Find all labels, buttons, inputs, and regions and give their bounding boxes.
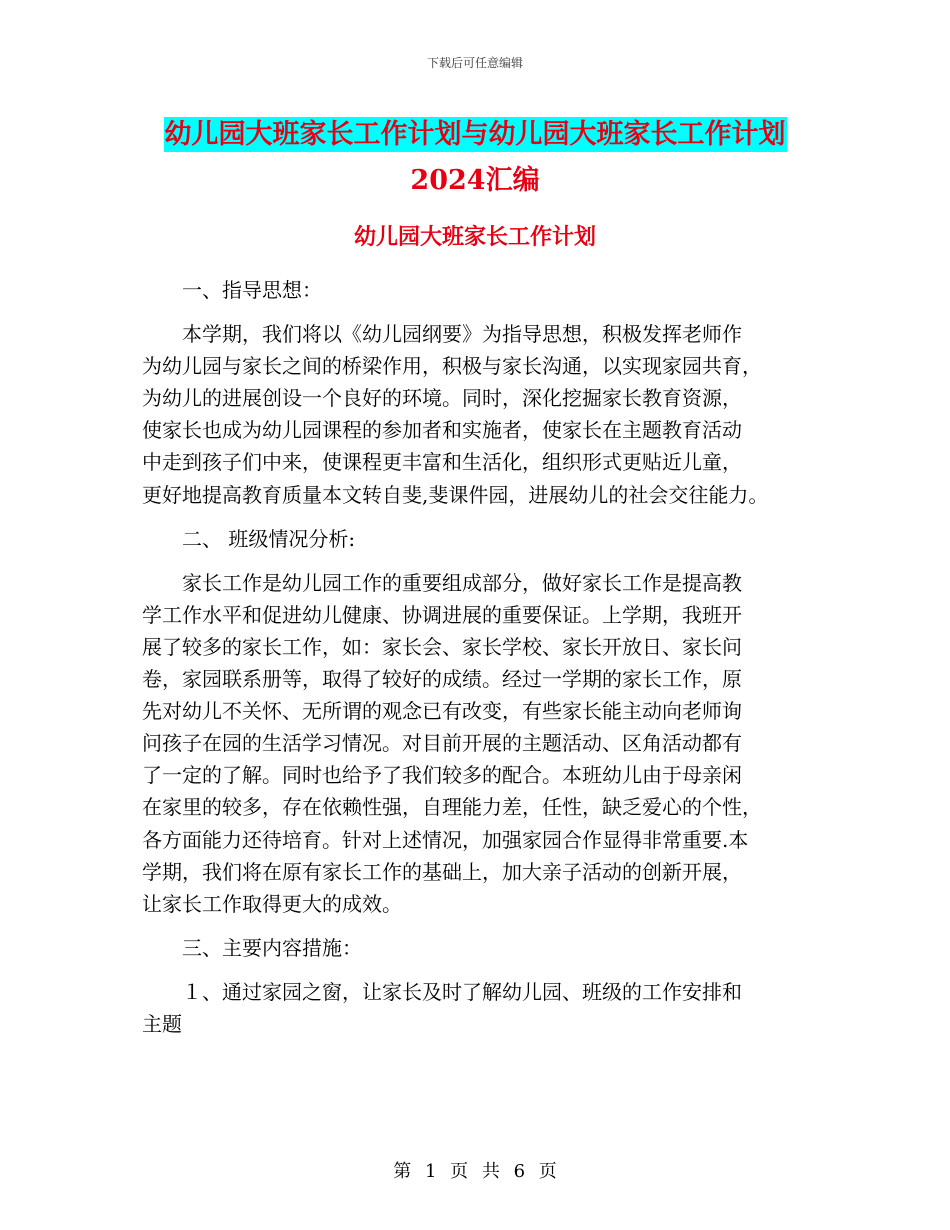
text-line: 问孩子在园的生活学习情况。对目前开展的主题活动、区角活动都有 [142, 731, 742, 756]
text-line: 学期，我们将在原有家长工作的基础上，加大亲子活动的创新开展， [142, 859, 742, 884]
section-title: 幼儿园大班家长工作计划 [353, 224, 596, 250]
text-line: 卷，家园联系册等，取得了较好的成绩。经过一学期的家长工作，原 [142, 667, 742, 692]
document-title-line-2: 2024汇编 [410, 165, 540, 196]
text-line: 为幼儿的进展创设一个良好的环境。同时，深化挖掘家长教育资源， [142, 386, 742, 411]
text-line: 在家里的较多，存在依赖性强，自理能力差，任性，缺乏爱心的个性， [142, 795, 762, 820]
text-line: 一、指导思想： [142, 278, 322, 302]
text-line: 展了较多的家长工作，如：家长会、家长学校、家长开放日、家长问 [142, 634, 742, 659]
text-line: 为幼儿园与家长之间的桥梁作用，积极与家长沟通，以实现家园共育， [142, 354, 762, 379]
body-text [142, 274, 822, 1040]
text-line: 家长工作是幼儿园工作的重要组成部分，做好家长工作是提高教 [142, 570, 742, 595]
text-line: 各方面能力还待培育。针对上述情况，加强家园合作显得非常重要.本 [142, 827, 749, 852]
text-line: 三、主要内容措施： [142, 935, 362, 960]
text-line: 使家长也成为幼儿园课程的参加者和实施者，使家长在主题教育活动 [142, 418, 742, 443]
text-line: 更好地提高教育质量本文转自斐,斐课件园，进展幼儿的社会交往能力。 [142, 482, 769, 507]
text-line: １、通过家园之窗，让家长及时了解幼儿园、班级的工作安排和 [142, 979, 742, 1004]
text-line: 二、 班级情况分析: [142, 526, 356, 551]
text-line: 主题 [142, 1011, 182, 1036]
text-line: 让家长工作取得更大的成效。 [142, 891, 402, 916]
text-line: 了一定的了解。同时也给予了我们较多的配合。本班幼儿由于母亲闲 [142, 763, 742, 788]
document-title-line-1: 幼儿园大班家长工作计划与幼儿园大班家长工作计划 [164, 119, 786, 150]
text-line: 学工作水平和促进幼儿健康、协调进展的重要保证。上学期，我班开 [142, 602, 742, 627]
text-line: 本学期，我们将以《幼儿园纲要》为指导思想，积极发挥老师作 [142, 322, 742, 347]
text-line: 先对幼儿不关怀、无所谓的观念已有改变，有些家长能主动向老师询 [142, 699, 742, 724]
page-footer: 第 1 页 共 6 页 [393, 1161, 557, 1182]
text-line: 中走到孩子们中来，使课程更丰富和生活化，组织形式更贴近儿童， [142, 450, 742, 475]
document-title [0, 112, 950, 204]
header-note: 下载后可任意编辑 [426, 56, 523, 70]
